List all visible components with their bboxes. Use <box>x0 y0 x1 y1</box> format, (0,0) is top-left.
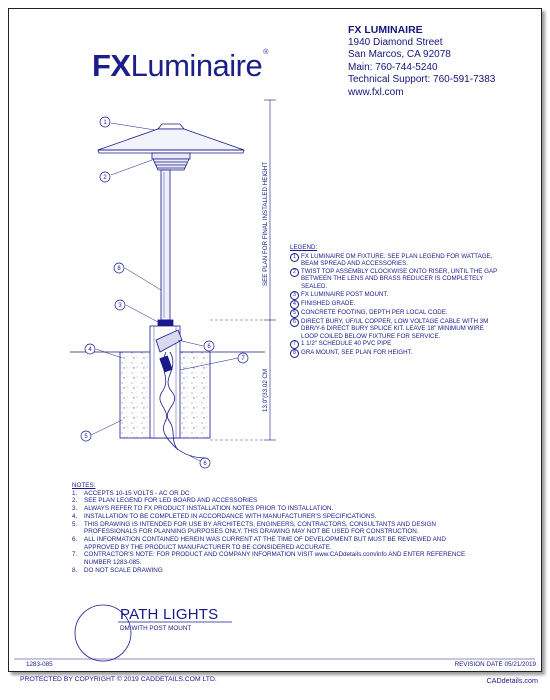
legend-item: 8 GRA MOUNT, SEE PLAN FOR HEIGHT. <box>290 349 500 358</box>
drawing-subtitle: DM WITH POST MOUNT <box>120 625 192 632</box>
svg-text:7: 7 <box>241 356 245 362</box>
legend-item: 1 FX LUMINAIRE DM FIXTURE. SEE PLAN LEGEND FOR WATTAGE, BEAM SPREAD AND ACCESSORIES. <box>290 253 500 268</box>
drawing-number: 1283-085 <box>26 661 53 668</box>
caddetails-link[interactable]: CADdetails.com <box>486 676 538 685</box>
notes <box>72 482 472 574</box>
note-item: 4. INSTALLATION TO BE COMPLETED IN ACCORDANCE WITH MANUFACTURER'S SPECIFICATIONS. <box>72 512 377 520</box>
company-name: FX LUMINAIRE <box>348 24 423 36</box>
legend-item: 2 TWIST TOP ASSEMBLY CLOCKWISE ONTO RISER, UNTIL THE GAP BETWEEN THE LENS AND BRASS REDUCER IS COMPLETELY SEALED. <box>290 268 500 291</box>
legend-number-badge: 1 <box>290 253 299 262</box>
company-support-phone: Technical Support: 760-591-7383 <box>348 74 496 85</box>
legend-item: 3 FX LUMINAIRE POST MOUNT. <box>290 291 500 300</box>
note-item: 2. SEE PLAN LEGEND FOR LED BOARD AND ACCESSORIES <box>72 497 258 505</box>
svg-text:8: 8 <box>117 266 121 272</box>
revision-date: REVISION DATE 05/21/2019 <box>454 661 536 668</box>
notes-title: NOTES: <box>72 482 96 489</box>
legend-number-badge: 8 <box>290 349 299 358</box>
dimension-installed-height: SEE PLAN FOR FINAL INSTALLED HEIGHT <box>262 161 269 286</box>
note-item: 3. ALWAYS REFER TO FX PRODUCT INSTALLATION NOTES PRIOR TO INSTALLATION. <box>72 505 334 513</box>
legend-item: 6 DIRECT BURY, UF/UL COPPER, LOW VOLTAGE CABLE WITH 3M DBR/Y-6 DIRECT BURY SPLICE KIT. LEAVE 18" MINIMUM WIRE LOOP COILED BELOW FIXTURE FOR SERVICE. <box>290 318 500 341</box>
note-item: 7. CONTRACTOR'S NOTE: FOR PRODUCT AND COMPANY INFORMATION VISIT www.CADdetails.com/info AND ENTER REFERENCE NUMBER 1283-085. <box>72 551 466 567</box>
note-item: 5. THIS DRAWING IS INTENDED FOR USE BY ARCHITECTS, ENGINEERS, CONTRACTORS, CONSULTANTS AND DESIGN PROFESSIONALS FOR PLANNING PURPOSES ONLY. THIS DRAWING MAY NOT BE USED FOR CONSTRUCTION. <box>72 520 436 536</box>
drawing-title: PATH LIGHTS <box>120 606 219 623</box>
svg-text:4: 4 <box>88 347 92 353</box>
legend-number-badge: 6 <box>290 318 299 327</box>
fx-luminaire-logo: FXLuminaire® <box>92 48 268 83</box>
company-address-line2: San Marcos, CA 92078 <box>348 49 451 60</box>
riser-stem <box>161 170 170 320</box>
legend-number-badge: 3 <box>290 291 299 300</box>
copyright-notice: PROTECTED BY COPYRIGHT © 2019 CADDETAILS.COM LTD. <box>20 676 217 683</box>
fixture-shade <box>98 129 244 150</box>
company-main-phone: Main: 760-744-5240 <box>348 61 438 73</box>
svg-text:6: 6 <box>207 344 211 350</box>
legend-number-badge: 4 <box>290 300 299 309</box>
note-item: 8. DO NOT SCALE DRAWING <box>72 566 163 574</box>
legend-item: 5 CONCRETE FOOTING, DEPTH PER LOCAL CODE. <box>290 309 500 318</box>
legend-title: LEGEND: <box>290 244 318 251</box>
svg-text:6: 6 <box>203 461 207 467</box>
legend-item: 7 1 1/2" SCHEDULE 40 PVC PIPE <box>290 340 500 349</box>
dimension-footing-depth: 13.0"(33.02 CM <box>262 368 269 412</box>
company-address-line1: 1940 Diamond Street <box>348 36 443 48</box>
legend-item: 4 FINISHED GRADE. <box>290 300 500 309</box>
post-mount <box>158 320 173 326</box>
svg-text:5: 5 <box>84 434 88 440</box>
fixture-cap <box>158 124 184 129</box>
note-item: 1. ACCEPTS 10-15 VOLTS - AC OR DC <box>72 489 190 497</box>
legend-number-badge: 5 <box>290 309 299 318</box>
legend <box>290 244 500 358</box>
svg-text:3: 3 <box>118 303 122 309</box>
legend-number-badge: 7 <box>290 340 299 349</box>
note-item: 6. ALL INFORMATION CONTAINED HEREIN WAS CURRENT AT THE TIME OF DEVELOPMENT BUT MUST BE REVIEWED AND APPROVED BY THE PRODUCT MANUFACTURER TO BE CONSIDERED ACCURATE. <box>72 535 446 551</box>
legend-number-badge: 2 <box>290 268 299 277</box>
svg-text:1: 1 <box>103 120 107 126</box>
svg-text:2: 2 <box>103 175 107 181</box>
company-website: www.fxl.com <box>348 86 404 98</box>
